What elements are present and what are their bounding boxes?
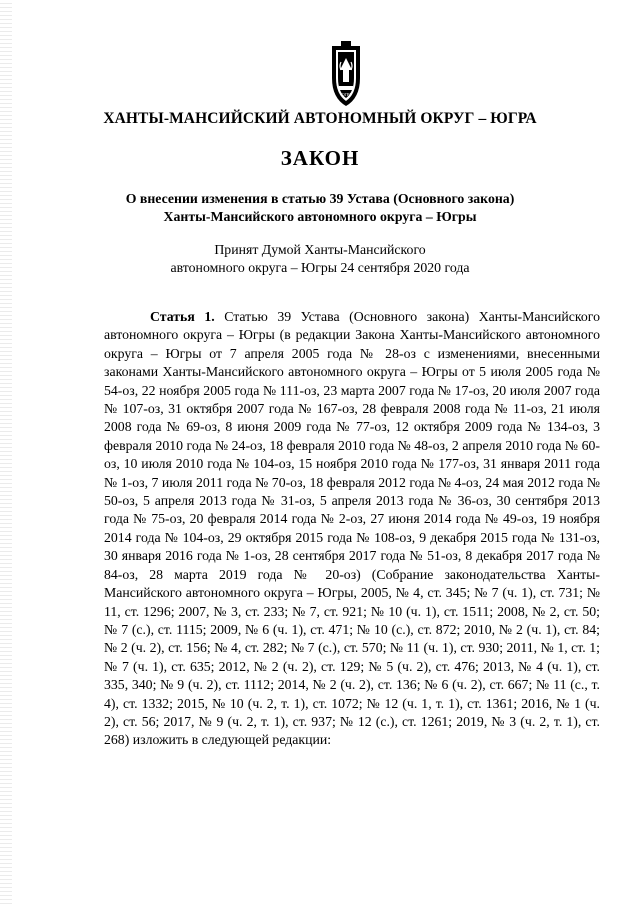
coat-of-arms-icon [328, 40, 364, 108]
document-type-heading: ЗАКОН [280, 146, 360, 170]
law-title-line-1: О внесении изменения в статью 39 Устава (Основного закона) [125, 191, 515, 206]
article-1-label: Статья 1. [150, 309, 215, 324]
adoption-note [0, 241, 640, 277]
scan-edge [0, 0, 12, 905]
article-1-text: Статью 39 Устава (Основного закона) Ханты-Мансийского автономного округа – Югры (в редакции Закона Ханты-Мансийского автономного округа – Югры от 7 апреля 2005 года № 28-оз с изменениями, внесенными законами Ханты-Мансийского автономного округа – Югры от 5 июля 2005 года № 54-оз, 22 ноября 2005 года № 111-оз, 23 марта 2007 года № 17-оз, 20 июля 2007 года № 107-оз, 31 октября 2007 года № 167-оз, 28 февраля 2008 года № 11-оз, 21 июля 2008 года № 69-оз, 8 июня 2009 года № 77-оз, 12 октября 2009 года № 134-оз, 3 февраля 2010 года № 24-оз, 18 февраля 2010 года № 48-оз, 2 апреля 2010 года № 60-оз, 10 июля 2010 года № 104-оз, 15 ноября 2010 года № 177-оз, 31 января 2011 года № 1-оз, 7 июля 2011 года № 70-оз, 18 февраля 2012 года № 4-оз, 24 мая 2012 года № 50-оз, 5 апреля 2013 года № 31-оз, 5 апреля 2013 года № 36-оз, 30 сентября 2013 года № 75-оз, 20 февраля 2014 года № 2-оз, 27 июня 2014 года № 49-оз, 19 ноября 2014 года № 104-оз, 29 октября 2015 года № 108-оз, 9 декабря 2015 года № 131-оз, 30 января 2016 года № 1-оз, 28 сентября 2017 года № 51-оз, 8 декабря 2017 года № 84-оз, 28 марта 2019 года № 20-оз) (Собрание законодательства Ханты-Мансийского автономного округа – Югры, 2005, № 4, ст. 345; № 7 (ч. 1), ст. 731; № 11, ст. 1296; 2007, № 3, ст. 233; № 7, ст. 921; № 10 (ч. 1), ст. 1511; 2008, № 2, ст. 50; № 7 (с.), ст. 1115; 2009, № 6 (ч. 1), ст. 471; № 10 (с.), ст. 872; 2010, № 2 (ч. 1), ст. 84; № 2 (ч. 2), ст. 156; № 4, ст. 282; № 7 (с.), ст. 570; № 11 (ч. 1), ст. 930; 2011, № 1, ст. 1; № 7 (ч. 1), ст. 635; 2012, № 2 (ч. 2), ст. 129; № 5 (ч. 2), ст. 476; 2013, № 4 (ч. 1), ст. 335, 340; № 9 (ч. 2), ст. 1112; 2014, № 2 (ч. 2), ст. 136; № 6 (ч. 2), ст. 667; № 11 (с., т. 4), ст. 1332; 2015, № 10 (ч. 2, т. 1), ст. 1072; № 12 (ч. 1, т. 1), ст. 1361; 2016, № 1 (ч. 2), ст. 56; 2017, № 9 (ч. 2, т. 1), ст. 937; № 12 (с.), ст. 1261; 2019, № 3 (ч. 2, т. 1), ст. 268) изложить в следующей редакции: [104, 309, 600, 748]
region-heading: ХАНТЫ-МАНСИЙСКИЙ АВТОНОМНЫЙ ОКРУГ – ЮГРА [103, 110, 537, 127]
adoption-note-line-2: автономного округа – Югры 24 сентября 2020 года [170, 260, 470, 275]
adoption-note-line-1: Принят Думой Ханты-Мансийского [214, 242, 426, 257]
law-title-line-2: Ханты-Мансийского автономного округа – Югры [163, 209, 477, 224]
law-title [0, 190, 640, 226]
article-1-paragraph [104, 308, 600, 750]
svg-text:ЮГРА: ЮГРА [340, 92, 352, 97]
